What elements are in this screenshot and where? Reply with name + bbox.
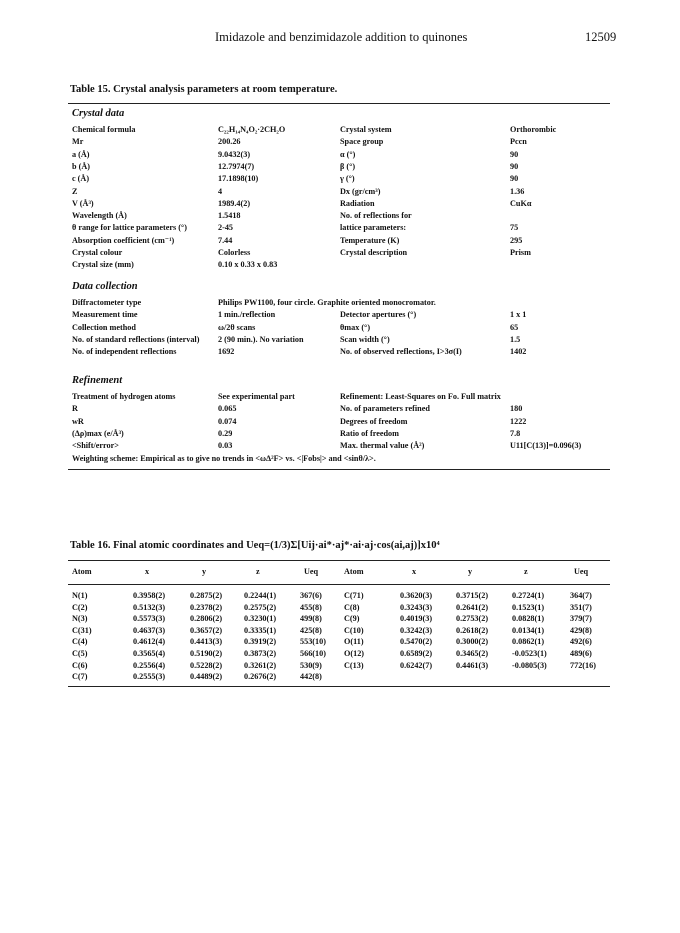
atom-coordinate-cell: 0.3565(4) (133, 649, 166, 658)
crystal-data-value: 9.0432(3) (218, 150, 251, 159)
column-header: y (468, 567, 473, 576)
data-collection-label: No. of standard reflections (interval) (72, 335, 200, 344)
data-collection-value: 1 x 1 (510, 310, 527, 319)
refinement-label: No. of parameters refined (340, 404, 430, 413)
data-collection-label: No. of observed reflections, I>3σ(I) (340, 347, 462, 356)
crystal-data-value: 90 (510, 150, 519, 159)
refinement-label: Treatment of hydrogen atoms (72, 392, 176, 401)
refinement-value: 7.8 (510, 429, 521, 438)
atom-coordinate-cell: C(10) (344, 626, 364, 635)
crystal-data-value: 1.36 (510, 187, 525, 196)
refinement-block (0, 391, 680, 467)
crystal-data-label: c (Å) (72, 174, 90, 183)
column-header: z (524, 567, 528, 576)
crystal-data-label: γ (°) (340, 174, 355, 183)
atom-coordinate-cell: 379(7) (570, 614, 592, 623)
column-header: Ueq (574, 567, 589, 576)
crystal-data-value: 1989.4(2) (218, 199, 251, 208)
atom-coordinate-cell: 0.2753(2) (456, 614, 489, 623)
data-collection-block (0, 297, 680, 362)
refinement-label: (Δρ)max (e/Å³) (72, 429, 124, 438)
crystal-data-label: b (Å) (72, 162, 90, 171)
atom-coordinate-cell: 0.1523(1) (512, 603, 545, 612)
atom-coordinate-cell: 0.6589(2) (400, 649, 433, 658)
crystal-data-heading: Crystal data (72, 108, 125, 119)
crystal-data-value: Orthorombic (510, 125, 557, 134)
atom-coordinate-cell: 0.5470(2) (400, 637, 433, 646)
column-header: z (256, 567, 260, 576)
atom-coordinate-cell: 351(7) (570, 603, 592, 612)
atom-coordinate-cell: 0.2676(2) (244, 672, 277, 681)
crystal-data-label: Wavelength (Å) (72, 211, 127, 220)
crystal-data-value: CuKα (510, 199, 532, 208)
atom-coordinate-cell: C(4) (72, 637, 88, 646)
crystal-data-block (0, 124, 680, 280)
atom-coordinate-cell: 0.3715(2) (456, 591, 489, 600)
data-collection-value: 1692 (218, 347, 235, 356)
data-collection-value: 1 min./reflection (218, 310, 276, 319)
atom-coordinate-cell: 0.2618(2) (456, 626, 489, 635)
atom-coordinate-cell: 499(8) (300, 614, 322, 623)
atom-coordinate-cell: 0.0862(1) (512, 637, 545, 646)
refinement-value: 1222 (510, 417, 527, 426)
data-collection-value: ω/2θ scans (218, 323, 256, 332)
data-collection-label: Detector apertures (°) (340, 310, 417, 319)
atom-coordinate-cell: 0.2378(2) (190, 603, 223, 612)
refinement-value: U11[C(13)]=0.096(3) (510, 441, 582, 450)
crystal-data-label: Crystal system (340, 125, 392, 134)
atom-coordinate-cell: 442(8) (300, 672, 322, 681)
atom-coordinate-cell: 0.2724(1) (512, 591, 545, 600)
crystal-data-label: Space group (340, 137, 384, 146)
crystal-data-value: 1.5418 (218, 211, 241, 220)
atom-coordinate-cell: O(11) (344, 637, 364, 646)
data-collection-label: θmax (°) (340, 323, 371, 332)
crystal-data-label: a (Å) (72, 150, 90, 159)
refinement-value: See experimental part (218, 392, 295, 401)
crystal-data-label: Chemical formula (72, 125, 136, 134)
crystal-data-label: V (Å³) (72, 199, 94, 208)
atom-coordinate-cell: 0.3242(3) (400, 626, 433, 635)
table-16-header-row (0, 566, 680, 580)
atom-coordinate-cell: 0.3000(2) (456, 637, 489, 646)
data-collection-value: 1.5 (510, 335, 521, 344)
atom-coordinate-cell: 0.4637(3) (133, 626, 166, 635)
refinement-label: Max. thermal value (Å²) (340, 441, 425, 450)
atom-coordinate-cell: 0.3465(2) (456, 649, 489, 658)
refinement-value: 0.03 (218, 441, 233, 450)
data-collection-value: Philips PW1100, four circle. Graphite oriented monocromator. (218, 298, 436, 307)
atom-coordinate-cell: C(7) (72, 672, 88, 681)
atom-coordinate-cell: 0.4019(3) (400, 614, 433, 623)
running-title: Imidazole and benzimidazole addition to quinones (215, 30, 468, 44)
refinement-label: Weighting scheme: Empirical as to give no trends in <ωΔ²F> vs. <|Fobs|> and <sinθ/λ>. (72, 454, 376, 463)
refinement-label: Refinement: Least-Squares on Fo. Full matrix (340, 392, 501, 401)
refinement-label: Degrees of freedom (340, 417, 408, 426)
crystal-data-value: 90 (510, 162, 519, 171)
crystal-data-label: No. of reflections for (340, 211, 412, 220)
atom-coordinate-cell: 566(10) (300, 649, 326, 658)
atom-coordinate-cell: 0.3620(3) (400, 591, 433, 600)
data-collection-value: 1402 (510, 347, 527, 356)
data-collection-heading: Data collection (72, 281, 138, 292)
crystal-data-label: Radiation (340, 199, 375, 208)
atom-coordinate-cell: 0.0828(1) (512, 614, 545, 623)
table-16-body (0, 590, 680, 686)
data-collection-value: 65 (510, 323, 519, 332)
crystal-data-value: Colorless (218, 248, 251, 257)
column-header: Atom (344, 567, 364, 576)
atom-coordinate-cell: 530(9) (300, 661, 322, 670)
atom-coordinate-cell: 367(6) (300, 591, 322, 600)
atom-coordinate-cell: C(31) (72, 626, 92, 635)
refinement-value: 0.065 (218, 404, 237, 413)
crystal-data-label: Dx (gr/cm³) (340, 187, 381, 196)
atom-coordinate-cell: -0.0523(1) (512, 649, 547, 658)
data-collection-label: No. of independent reflections (72, 347, 177, 356)
atom-coordinate-cell: C(8) (344, 603, 360, 612)
crystal-data-value: 0.10 x 0.33 x 0.83 (218, 260, 278, 269)
crystal-data-label: θ range for lattice parameters (°) (72, 223, 187, 232)
crystal-data-value: 2-45 (218, 223, 234, 232)
atom-coordinate-cell: 0.0134(1) (512, 626, 545, 635)
atom-coordinate-cell: 0.2875(2) (190, 591, 223, 600)
atom-coordinate-cell: 772(16) (570, 661, 596, 670)
table-16-top-rule (68, 560, 610, 561)
crystal-data-value: 12.7974(7) (218, 162, 255, 171)
atom-coordinate-cell: 0.5573(3) (133, 614, 166, 623)
crystal-data-label: Crystal size (mm) (72, 260, 134, 269)
table-15-top-rule (68, 103, 610, 104)
atom-coordinate-cell: 0.4461(3) (456, 661, 489, 670)
atom-coordinate-cell: 0.4413(3) (190, 637, 223, 646)
refinement-label: R (72, 404, 78, 413)
data-collection-label: Collection method (72, 323, 136, 332)
crystal-data-label: Absorption coefficient (cm⁻¹) (72, 236, 175, 245)
page-number: 12509 (585, 30, 617, 44)
refinement-value: 180 (510, 404, 523, 413)
crystal-data-label: Z (72, 187, 78, 196)
atom-coordinate-cell: 425(8) (300, 626, 322, 635)
table-15-caption: Table 15. Crystal analysis parameters at room temperature. (70, 84, 338, 95)
column-header: Ueq (304, 567, 319, 576)
atom-coordinate-cell: 489(6) (570, 649, 592, 658)
atom-coordinate-cell: 0.3243(3) (400, 603, 433, 612)
crystal-data-value: 200.26 (218, 137, 241, 146)
atom-coordinate-cell: 0.2575(2) (244, 603, 277, 612)
atom-coordinate-cell: 0.5132(3) (133, 603, 166, 612)
atom-coordinate-cell: 0.2244(1) (244, 591, 277, 600)
atom-coordinate-cell: 0.3958(2) (133, 591, 166, 600)
crystal-data-label: Mr (72, 137, 84, 146)
atom-coordinate-cell: 492(6) (570, 637, 592, 646)
refinement-label: wR (72, 417, 84, 426)
atom-coordinate-cell: C(13) (344, 661, 364, 670)
crystal-data-value: 295 (510, 236, 523, 245)
atom-coordinate-cell: N(1) (72, 591, 88, 600)
atom-coordinate-cell: 553(10) (300, 637, 326, 646)
atom-coordinate-cell: 429(8) (570, 626, 592, 635)
atom-coordinate-cell: 0.4612(4) (133, 637, 166, 646)
crystal-data-value: 7.44 (218, 236, 233, 245)
column-header: y (202, 567, 207, 576)
crystal-data-value: 17.1898(10) (218, 174, 259, 183)
refinement-label: Ratio of freedom (340, 429, 399, 438)
atom-coordinate-cell: 0.2806(2) (190, 614, 223, 623)
atom-coordinate-cell: 364(7) (570, 591, 592, 600)
data-collection-label: Scan width (°) (340, 335, 390, 344)
atom-coordinate-cell: 0.3873(2) (244, 649, 277, 658)
column-header: Atom (72, 567, 92, 576)
crystal-data-value: 4 (218, 187, 223, 196)
crystal-data-value: 75 (510, 223, 519, 232)
atom-coordinate-cell: 455(8) (300, 603, 322, 612)
crystal-data-label: Crystal description (340, 248, 408, 257)
atom-coordinate-cell: 0.3335(1) (244, 626, 277, 635)
crystal-data-label: Temperature (K) (340, 236, 400, 245)
crystal-data-label: β (°) (340, 162, 356, 171)
crystal-data-label: lattice parameters: (340, 223, 407, 232)
crystal-data-value: Prism (510, 248, 531, 257)
atom-coordinate-cell: C(71) (344, 591, 364, 600)
atom-coordinate-cell: N(3) (72, 614, 88, 623)
table-16-bottom-rule (68, 686, 610, 687)
crystal-data-label: α (°) (340, 150, 356, 159)
table-16-header-rule (68, 584, 610, 585)
atom-coordinate-cell: 0.3230(1) (244, 614, 277, 623)
atom-coordinate-cell: 0.3919(2) (244, 637, 277, 646)
refinement-label: <Shift/error> (72, 441, 119, 450)
crystal-data-value: C₂₂H₁₄N₄O₂·2CH₂O (218, 125, 286, 134)
refinement-heading: Refinement (72, 375, 123, 386)
atom-coordinate-cell: -0.0805(3) (512, 661, 547, 670)
atom-coordinate-cell: C(5) (72, 649, 88, 658)
atom-coordinate-cell: 0.2555(3) (133, 672, 166, 681)
column-header: x (412, 567, 417, 576)
table-15-bottom-rule (68, 469, 610, 470)
data-collection-value: 2 (90 min.). No variation (218, 335, 304, 344)
atom-coordinate-cell: 0.2641(2) (456, 603, 489, 612)
column-header: x (145, 567, 150, 576)
atom-coordinate-cell: 0.3261(2) (244, 661, 277, 670)
data-collection-label: Measurement time (72, 310, 138, 319)
crystal-data-value: Pccn (510, 137, 527, 146)
atom-coordinate-cell: 0.6242(7) (400, 661, 433, 670)
atom-coordinate-cell: C(2) (72, 603, 88, 612)
atom-coordinate-cell: 0.5190(2) (190, 649, 223, 658)
atom-coordinate-cell: C(6) (72, 661, 88, 670)
refinement-value: 0.29 (218, 429, 233, 438)
running-header (0, 30, 680, 46)
atom-coordinate-cell: 0.3657(2) (190, 626, 223, 635)
atom-coordinate-cell: 0.2556(4) (133, 661, 166, 670)
atom-coordinate-cell: C(9) (344, 614, 360, 623)
crystal-data-label: Crystal colour (72, 248, 123, 257)
table-16-caption: Table 16. Final atomic coordinates and Ueq=(1/3)Σ[Uij·ai*·aj*·ai·aj·cos(ai,aj)]x10⁴ (70, 540, 440, 551)
refinement-value: 0.074 (218, 417, 237, 426)
atom-coordinate-cell: 0.5228(2) (190, 661, 223, 670)
atom-coordinate-cell: 0.4489(2) (190, 672, 223, 681)
atom-coordinate-cell: O(12) (344, 649, 365, 658)
crystal-data-value: 90 (510, 174, 519, 183)
data-collection-label: Diffractometer type (72, 298, 142, 307)
